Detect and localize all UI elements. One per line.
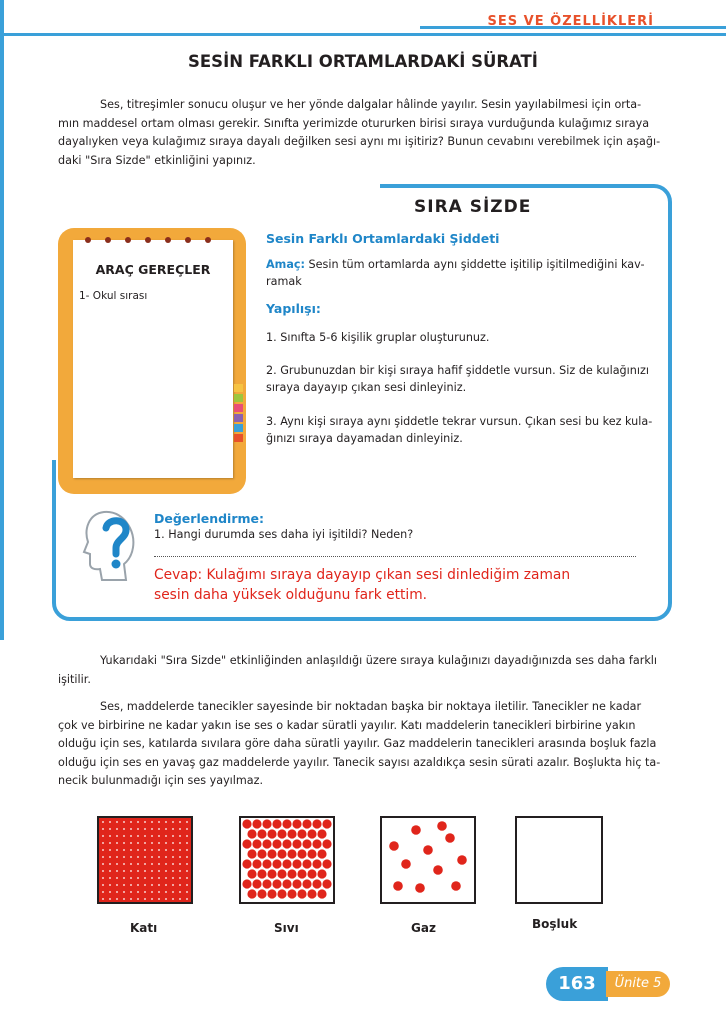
liquid-particle (287, 849, 296, 858)
liquid-particle (322, 819, 331, 828)
solid-gap-dot (165, 891, 167, 893)
liquid-particle (277, 869, 286, 878)
solid-gap-dot (137, 891, 139, 893)
liquid-particle (302, 859, 311, 868)
page-number: 163 (546, 967, 608, 1001)
solid-gap-dot (165, 828, 167, 830)
liquid-particle (257, 829, 266, 838)
liquid-particle (262, 859, 271, 868)
evaluation-title: Değerlendirme: (154, 511, 265, 526)
solid-gap-dot (179, 849, 181, 851)
solid-gap-dot (151, 842, 153, 844)
liquid-particle (267, 849, 276, 858)
liquid-particle (282, 879, 291, 888)
liquid-particle (272, 839, 281, 848)
solid-gap-dot (151, 870, 153, 872)
liquid-particle (307, 869, 316, 878)
solid-gap-dot (109, 884, 111, 886)
liquid-particle (257, 889, 266, 898)
solid-label: Katı (130, 921, 158, 935)
solid-gap-dot (151, 856, 153, 858)
liquid-particle (272, 819, 281, 828)
liquid-particle (292, 839, 301, 848)
solid-gap-dot (102, 870, 104, 872)
solid-gap-dot (186, 842, 188, 844)
liquid-particle (312, 879, 321, 888)
thinking-head-icon (82, 508, 142, 584)
solid-gap-dot (151, 849, 153, 851)
liquid-label: Sıvı (274, 921, 299, 935)
solid-gap-dot (151, 884, 153, 886)
solid-gap-dot (151, 821, 153, 823)
solid-gap-dot (123, 842, 125, 844)
solid-gap-dot (116, 835, 118, 837)
solid-gap-dot (123, 856, 125, 858)
solid-gap-dot (116, 849, 118, 851)
solid-gap-dot (144, 884, 146, 886)
liquid-particle (267, 829, 276, 838)
solid-gap-dot (165, 849, 167, 851)
solid-gap-dot (123, 863, 125, 865)
solid-gap-dot (144, 828, 146, 830)
solid-gap-dot (102, 849, 104, 851)
solid-gap-dot (158, 828, 160, 830)
solid-gap-dot (130, 828, 132, 830)
solid-gap-dot (116, 842, 118, 844)
solid-gap-dot (102, 863, 104, 865)
solid-gap-dot (186, 849, 188, 851)
solid-gap-dot (130, 849, 132, 851)
materials-notebook (58, 228, 246, 494)
liquid-particle (277, 889, 286, 898)
solid-gap-dot (102, 835, 104, 837)
solid-gap-dot (144, 821, 146, 823)
solid-gap-dot (123, 821, 125, 823)
solid-gap-dot (186, 856, 188, 858)
solid-gap-dot (130, 842, 132, 844)
solid-gap-dot (102, 856, 104, 858)
solid-gap-dot (179, 842, 181, 844)
solid-gap-dot (130, 884, 132, 886)
intro-paragraph: Ses, titreşimler sonucu oluşur ve her yönde dalgalar hâlinde yayılır. Sesin yayılabilmesi için orta- mın maddesel ortam olması gerekir. Sınıfta yerimizde otururken birisi sıraya vurduğunda kulağımız sıraya dayalıyken veya kulağımız sıraya dayalı değilken sesi aynı mı işitiriz? Bunun cevabını verebilmek için aşağı- daki "Sıra Sizde" etkinliğini yapınız. (58, 98, 661, 167)
procedure-label: Yapılışı: (266, 301, 321, 316)
solid-particles-diagram (97, 816, 193, 904)
solid-gap-dot (116, 891, 118, 893)
solid-gap-dot (186, 835, 188, 837)
gas-particle (433, 865, 443, 875)
liquid-particle (242, 879, 251, 888)
answer-text: Cevap: Kulağımı sıraya dayayıp çıkan sesi dinlediğim zaman sesin daha yüksek olduğunu fark ettim. (154, 567, 571, 603)
liquid-particle (247, 849, 256, 858)
liquid-particle (312, 859, 321, 868)
solid-gap-dot (165, 856, 167, 858)
page-number-badge (546, 967, 670, 1001)
liquid-particle (307, 889, 316, 898)
solid-gap-dot (137, 849, 139, 851)
solid-gap-dot (130, 877, 132, 879)
solid-gap-dot (123, 877, 125, 879)
solid-gap-dot (123, 891, 125, 893)
unit-label: Ünite 5 (606, 971, 670, 997)
solid-gap-dot (165, 842, 167, 844)
solid-gap-dot (116, 828, 118, 830)
gas-label: Gaz (411, 921, 436, 935)
liquid-particle (267, 869, 276, 878)
liquid-particle (312, 839, 321, 848)
solid-gap-dot (172, 863, 174, 865)
liquid-particle (317, 869, 326, 878)
liquid-particle (317, 889, 326, 898)
materials-title: ARAÇ GEREÇLER (95, 262, 211, 277)
solid-gap-dot (151, 835, 153, 837)
liquid-particle (262, 819, 271, 828)
solid-gap-dot (151, 898, 153, 900)
header-line (0, 33, 726, 36)
solid-gap-dot (130, 870, 132, 872)
solid-gap-dot (144, 877, 146, 879)
solid-gap-dot (186, 870, 188, 872)
solid-gap-dot (109, 842, 111, 844)
solid-gap-dot (158, 898, 160, 900)
liquid-particle (277, 849, 286, 858)
solid-gap-dot (179, 884, 181, 886)
liquid-particle (287, 889, 296, 898)
liquid-particle (322, 859, 331, 868)
solid-gap-dot (116, 856, 118, 858)
solid-gap-dot (130, 835, 132, 837)
solid-gap-dot (109, 849, 111, 851)
section-title: SES VE ÖZELLİKLERİ (487, 14, 654, 29)
solid-gap-dot (186, 898, 188, 900)
solid-gap-dot (172, 842, 174, 844)
solid-gap-dot (179, 877, 181, 879)
solid-gap-dot (179, 891, 181, 893)
liquid-particle (282, 859, 291, 868)
solid-gap-dot (123, 884, 125, 886)
solid-gap-dot (137, 821, 139, 823)
solid-gap-dot (130, 891, 132, 893)
materials-item: 1- Okul sırası (79, 290, 148, 302)
liquid-particle (307, 829, 316, 838)
liquid-particle (287, 869, 296, 878)
solid-gap-dot (151, 863, 153, 865)
solid-gap-dot (172, 835, 174, 837)
solid-gap-dot (144, 849, 146, 851)
solid-gap-dot (158, 877, 160, 879)
solid-gap-dot (165, 835, 167, 837)
solid-gap-dot (144, 891, 146, 893)
liquid-particle (262, 879, 271, 888)
solid-gap-dot (109, 877, 111, 879)
solid-gap-dot (186, 821, 188, 823)
solid-gap-dot (186, 863, 188, 865)
solid-gap-dot (179, 821, 181, 823)
solid-gap-dot (179, 856, 181, 858)
solid-gap-dot (172, 884, 174, 886)
solid-gap-dot (165, 821, 167, 823)
solid-gap-dot (123, 870, 125, 872)
step-1: 1. Sınıfta 5-6 kişilik gruplar oluşturunuz. (266, 331, 490, 344)
activity-subtitle: Sesin Farklı Ortamlardaki Şiddeti (266, 231, 500, 246)
solid-gap-dot (151, 828, 153, 830)
gas-particle (445, 833, 455, 843)
aim-block: Amaç: Sesin tüm ortamlarda aynı şiddette işitilip işitilmediğini kav- ramak (266, 258, 645, 288)
solid-gap-dot (102, 877, 104, 879)
gas-particle (451, 881, 461, 891)
liquid-particle (272, 859, 281, 868)
solid-gap-dot (172, 821, 174, 823)
solid-gap-dot (116, 863, 118, 865)
solid-gap-dot (109, 863, 111, 865)
solid-gap-dot (186, 891, 188, 893)
solid-gap-dot (102, 891, 104, 893)
liquid-particle (242, 819, 251, 828)
vacuum-label: Boşluk (532, 917, 578, 931)
solid-gap-dot (179, 828, 181, 830)
solid-gap-dot (109, 870, 111, 872)
gas-particle (393, 881, 403, 891)
solid-gap-dot (158, 842, 160, 844)
liquid-particle (252, 879, 261, 888)
liquid-particle (282, 839, 291, 848)
solid-gap-dot (116, 884, 118, 886)
solid-gap-dot (130, 821, 132, 823)
solid-gap-dot (158, 891, 160, 893)
solid-gap-dot (116, 821, 118, 823)
step-3: 3. Aynı kişi sıraya aynı şiddetle tekrar vursun. Çıkan sesi bu kez kula- ğınızı sıraya dayamadan dinleyiniz. (266, 415, 653, 445)
liquid-particle (242, 859, 251, 868)
step-2: 2. Grubunuzdan bir kişi sıraya hafif şiddetle vursun. Siz de kulağınızı sıraya dayayıp çıkan sesi dinleyiniz. (266, 364, 649, 394)
page-title: SESİN FARKLI ORTAMLARDAKİ SÜRATİ (188, 52, 538, 71)
solid-gap-dot (165, 884, 167, 886)
gas-particle (389, 841, 399, 851)
liquid-particle (297, 849, 306, 858)
liquid-particle (287, 829, 296, 838)
gas-particles-diagram (380, 816, 476, 904)
liquid-particle (307, 849, 316, 858)
aim-label: Amaç: (266, 258, 305, 271)
solid-gap-dot (158, 863, 160, 865)
solid-gap-dot (158, 870, 160, 872)
liquid-particle (302, 879, 311, 888)
solid-gap-dot (102, 884, 104, 886)
solid-gap-dot (172, 870, 174, 872)
solid-gap-dot (109, 898, 111, 900)
solid-gap-dot (123, 849, 125, 851)
solid-gap-dot (130, 863, 132, 865)
solid-gap-dot (158, 835, 160, 837)
solid-gap-dot (137, 884, 139, 886)
solid-gap-dot (172, 828, 174, 830)
solid-gap-dot (109, 828, 111, 830)
solid-gap-dot (109, 891, 111, 893)
liquid-particle (317, 829, 326, 838)
liquid-particle (272, 879, 281, 888)
solid-gap-dot (102, 842, 104, 844)
paragraph-3: Ses, maddelerde tanecikler sayesinde bir noktadan başka bir noktaya iletilir. Tanecikler ne kadar çok ve birbirine ne kadar yakın ise ses o kadar süratli yayılır. Katı maddelerin tanecikleri birbirine yakın olduğu için ses, katılarda sıvılara göre daha süratli yayılır. Gaz maddelerin tanecikleri arasında boşluk fazla olduğu için ses en yavaş gaz maddelerde yayılır. Tanecik sayısı azaldıkça sesin sürati azalır. Boşlukta hiç ta- necik bulunmadığı için ses yayılmaz. (58, 700, 661, 787)
liquid-particle (297, 829, 306, 838)
solid-gap-dot (179, 870, 181, 872)
solid-gap-dot (144, 856, 146, 858)
liquid-particle (292, 819, 301, 828)
solid-gap-dot (130, 856, 132, 858)
solid-gap-dot (144, 842, 146, 844)
solid-gap-dot (151, 891, 153, 893)
liquid-particle (242, 839, 251, 848)
solid-gap-dot (116, 870, 118, 872)
solid-gap-dot (109, 856, 111, 858)
solid-gap-dot (102, 821, 104, 823)
activity-title: SIRA SİZDE (414, 197, 532, 217)
solid-gap-dot (102, 828, 104, 830)
solid-gap-dot (172, 877, 174, 879)
vacuum-diagram (515, 816, 603, 904)
solid-gap-dot (186, 828, 188, 830)
liquid-particle (297, 869, 306, 878)
gas-particle (401, 859, 411, 869)
solid-gap-dot (109, 835, 111, 837)
solid-gap-dot (123, 835, 125, 837)
solid-gap-dot (186, 877, 188, 879)
solid-gap-dot (165, 863, 167, 865)
liquid-particle (292, 859, 301, 868)
liquid-particle (252, 859, 261, 868)
liquid-particle (297, 889, 306, 898)
liquid-particle (322, 879, 331, 888)
solid-gap-dot (165, 898, 167, 900)
solid-gap-dot (186, 884, 188, 886)
liquid-particle (247, 869, 256, 878)
solid-gap-dot (165, 877, 167, 879)
gas-particle (423, 845, 433, 855)
liquid-particle (257, 869, 266, 878)
materials-paper (73, 240, 233, 478)
solid-gap-dot (137, 870, 139, 872)
gas-particle (415, 883, 425, 893)
solid-gap-dot (144, 870, 146, 872)
liquid-particle (282, 819, 291, 828)
solid-gap-dot (172, 898, 174, 900)
solid-gap-dot (172, 849, 174, 851)
liquid-particles-diagram (239, 816, 335, 904)
solid-gap-dot (158, 856, 160, 858)
solid-gap-dot (158, 884, 160, 886)
solid-gap-dot (179, 863, 181, 865)
gas-particle (437, 821, 447, 831)
solid-gap-dot (102, 898, 104, 900)
solid-gap-dot (179, 898, 181, 900)
evaluation-question: 1. Hangi durumda ses daha iyi işitildi? Neden? (154, 528, 414, 541)
solid-gap-dot (144, 863, 146, 865)
liquid-particle (247, 829, 256, 838)
liquid-particle (322, 839, 331, 848)
liquid-particle (247, 889, 256, 898)
solid-gap-dot (123, 898, 125, 900)
solid-gap-dot (137, 842, 139, 844)
solid-gap-dot (123, 828, 125, 830)
solid-gap-dot (158, 849, 160, 851)
liquid-particle (252, 819, 261, 828)
solid-gap-dot (172, 891, 174, 893)
solid-gap-dot (137, 856, 139, 858)
solid-gap-dot (144, 898, 146, 900)
solid-gap-dot (144, 835, 146, 837)
solid-gap-dot (137, 898, 139, 900)
solid-gap-dot (137, 877, 139, 879)
answer-dotted-line (154, 556, 636, 557)
liquid-particle (312, 819, 321, 828)
solid-gap-dot (137, 835, 139, 837)
paragraph-2: Yukarıdaki "Sıra Sizde" etkinliğinden anlaşıldığı üzere sıraya kulağınızı dayadığınızda ses daha farklı işitilir. (58, 654, 658, 686)
liquid-particle (252, 839, 261, 848)
liquid-particle (267, 889, 276, 898)
solid-gap-dot (137, 828, 139, 830)
solid-gap-dot (158, 821, 160, 823)
liquid-particle (262, 839, 271, 848)
solid-gap-dot (151, 877, 153, 879)
liquid-particle (257, 849, 266, 858)
solid-gap-dot (172, 856, 174, 858)
gas-particle (457, 855, 467, 865)
solid-gap-dot (130, 898, 132, 900)
solid-gap-dot (109, 821, 111, 823)
liquid-particle (277, 829, 286, 838)
liquid-particle (317, 849, 326, 858)
liquid-particle (302, 839, 311, 848)
solid-gap-dot (179, 835, 181, 837)
solid-gap-dot (116, 898, 118, 900)
gas-particle (411, 825, 421, 835)
solid-gap-dot (165, 870, 167, 872)
solid-gap-dot (137, 863, 139, 865)
liquid-particle (292, 879, 301, 888)
liquid-particle (302, 819, 311, 828)
left-edge-bar (0, 0, 4, 640)
solid-gap-dot (116, 877, 118, 879)
